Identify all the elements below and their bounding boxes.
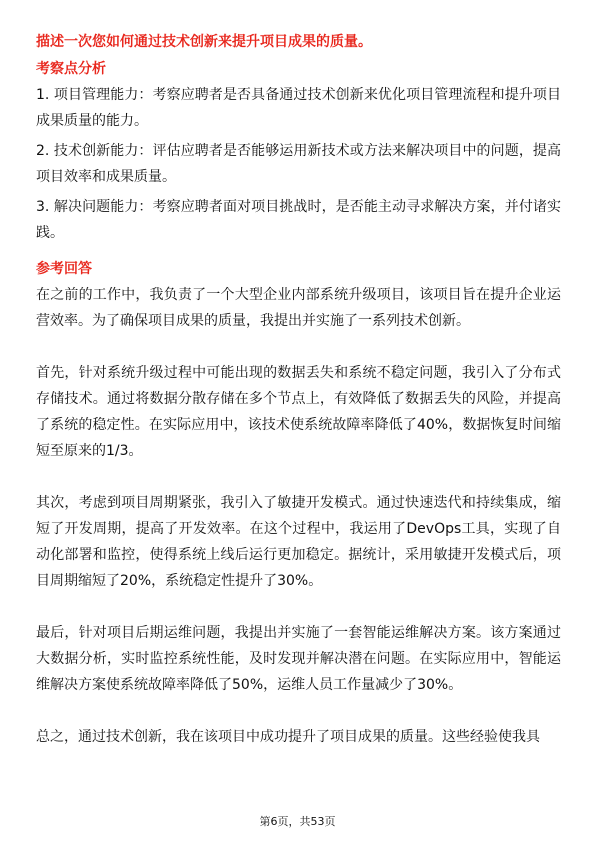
answer-paragraph: 总之，通过技术创新，我在该项目中成功提升了项目成果的质量。这些经验使我具 [36,729,540,745]
analysis-point: 3. 解决问题能力：考察应聘者面对项目挑战时，是否能主动寻求解决方案，并付诸实践。 [36,199,561,241]
analysis-points [36,82,561,246]
answer-paragraph: 首先，针对系统升级过程中可能出现的数据丢失和系统不稳定问题，我引入了分布式存储技术。通过将数据分散存储在多个节点上，有效降低了数据丢失的风险，并提高了系统的稳定性。在实际应用中，该技术使系统故障率降低了40%，数据恢复时间缩短至原来的1/3。 [36,365,561,459]
analysis-point: 1. 项目管理能力：考察应聘者是否具备通过技术创新来优化项目管理流程和提升项目成果质量的能力。 [36,87,561,129]
answer-paragraph: 在之前的工作中，我负责了一个大型企业内部系统升级项目，该项目旨在提升企业运营效率。为了确保项目成果的质量，我提出并实施了一系列技术创新。 [36,287,561,329]
answer-heading: 参考回答 [36,261,92,277]
answer-paragraph: 其次，考虑到项目周期紧张，我引入了敏捷开发模式。通过快速迭代和持续集成，缩短了开发周期，提高了开发效率。在这个过程中，我运用了DevOps工具，实现了自动化部署和监控，使得系统上线后运行更加稳定。据统计，采用敏捷开发模式后，项目周期缩短了20%，系统稳定性提升了30%。 [36,495,561,589]
question-title: 描述一次您如何通过技术创新来提升项目成果的质量。 [36,34,372,50]
analysis-heading: 考察点分析 [36,61,106,77]
analysis-point: 2. 技术创新能力：评估应聘者是否能够运用新技术或方法来解决项目中的问题，提高项目效率和成果质量。 [36,143,561,185]
page-number-footer: 第6页，共53页 [259,815,336,828]
answer-body [36,282,561,750]
answer-paragraph: 最后，针对项目后期运维问题，我提出并实施了一套智能运维解决方案。该方案通过大数据分析，实时监控系统性能，及时发现并解决潜在问题。在实际应用中，智能运维解决方案使系统故障率降低了50%，运维人员工作量减少了30%。 [36,625,561,693]
page-content [36,30,561,750]
